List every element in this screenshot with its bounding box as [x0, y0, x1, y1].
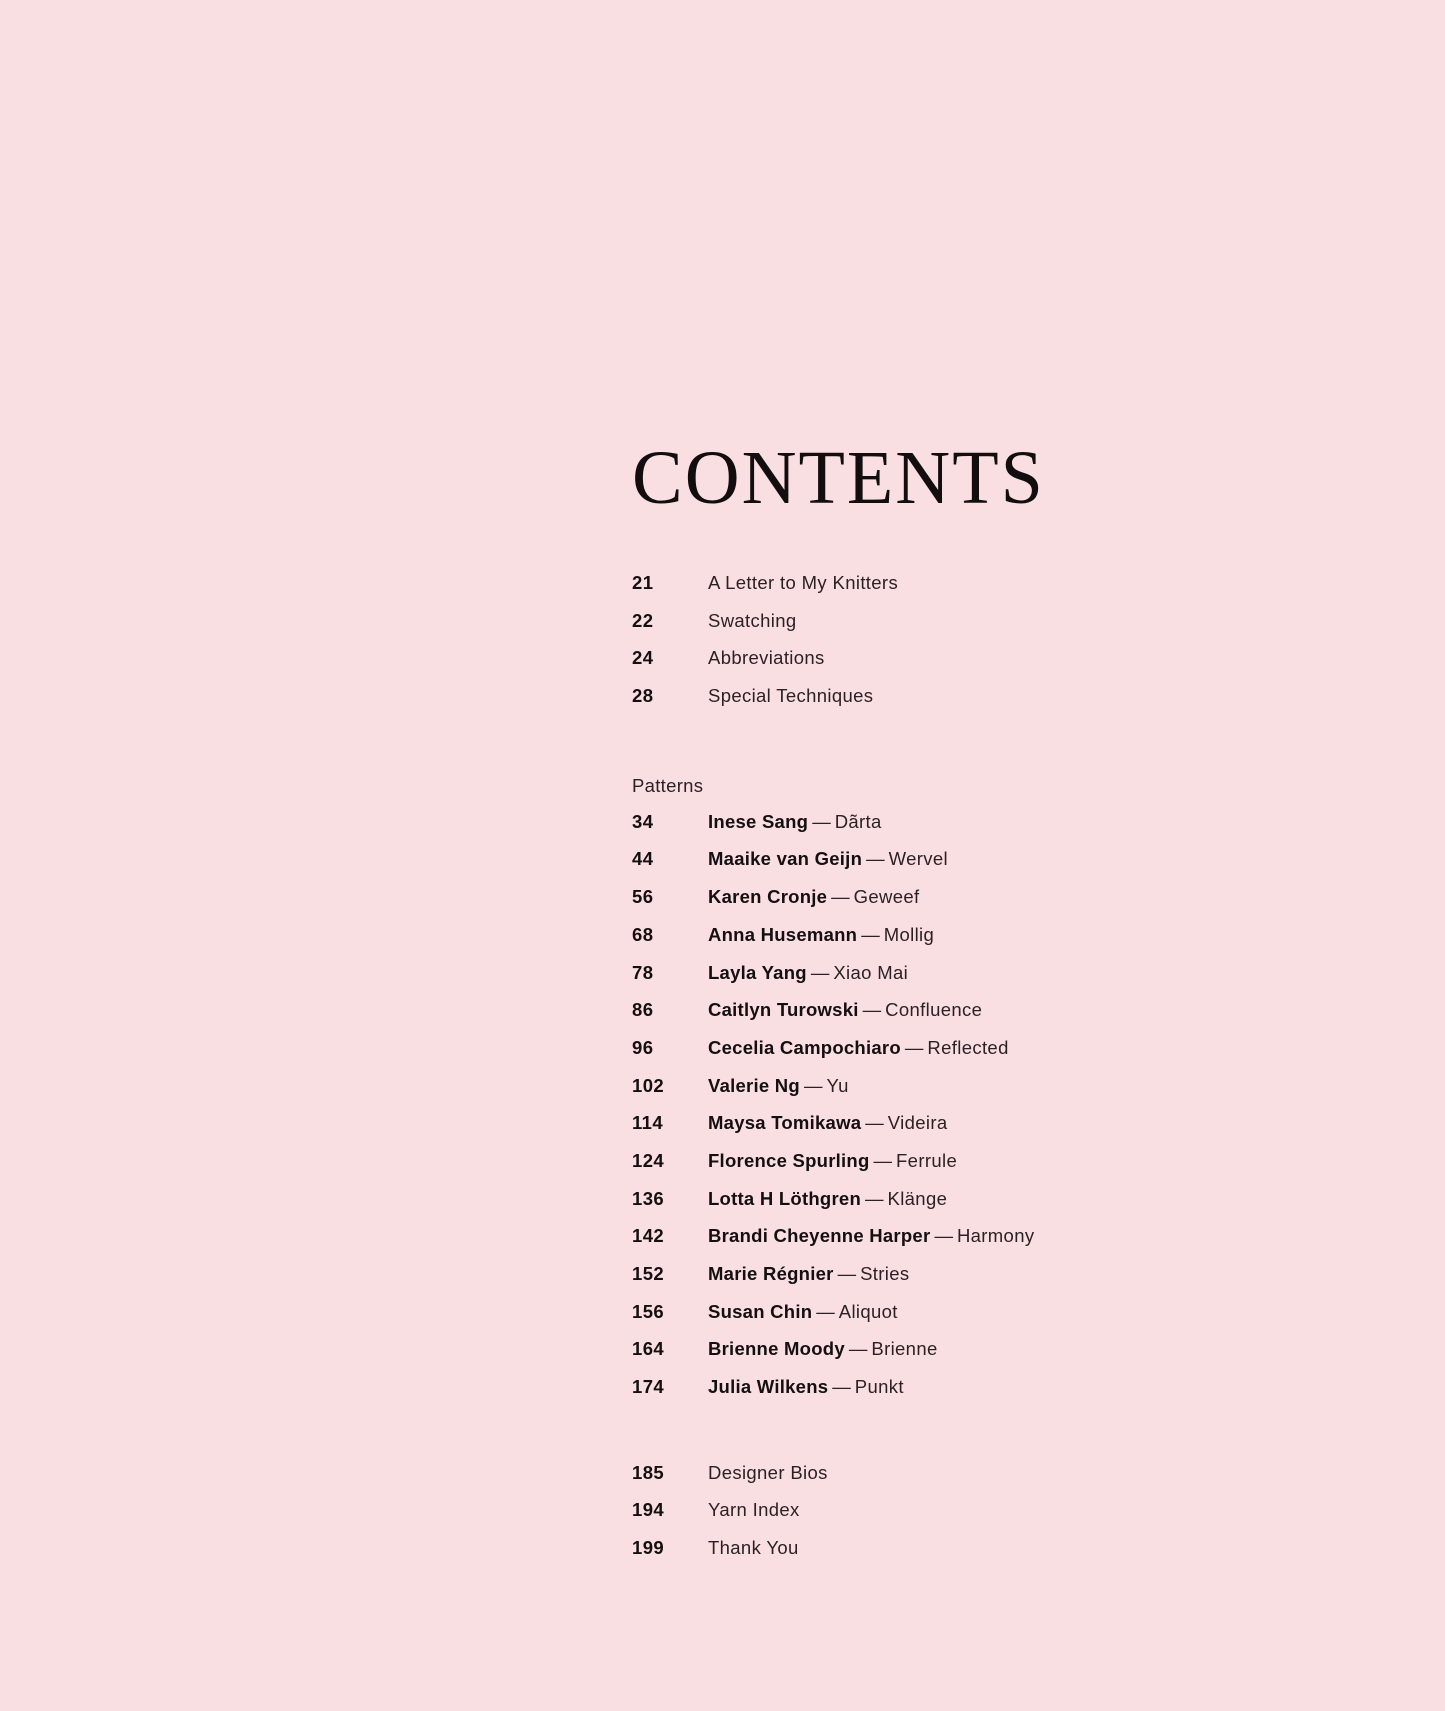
separator: —: [832, 1376, 851, 1398]
section-spacer: [632, 1414, 1332, 1462]
entry-label: Yarn Index: [708, 1499, 800, 1521]
separator: —: [865, 1112, 884, 1134]
list-item[interactable]: [632, 1338, 1332, 1360]
pattern-name: Wervel: [888, 848, 948, 870]
pattern-name: Aliquot: [838, 1300, 898, 1322]
separator: —: [812, 810, 831, 832]
designer-name: Susan Chin: [708, 1300, 813, 1322]
list-item[interactable]: [632, 811, 1332, 833]
page-number: 68: [632, 923, 654, 945]
list-item[interactable]: [632, 1150, 1332, 1172]
separator: —: [848, 1338, 868, 1360]
separator: —: [934, 1225, 953, 1247]
designer-name: Florence Spurling: [708, 1149, 870, 1171]
page-number: 156: [632, 1300, 665, 1322]
page-number: 28: [632, 685, 654, 707]
entry-label: Thank You: [708, 1537, 799, 1559]
list-item[interactable]: [632, 572, 1332, 594]
page-number: 21: [632, 572, 654, 593]
designer-name: Maysa Tomikawa: [708, 1112, 862, 1134]
list-item[interactable]: [632, 1075, 1332, 1097]
list-item[interactable]: [632, 1225, 1332, 1247]
page-number: 185: [632, 1461, 665, 1483]
page-number: 124: [632, 1149, 665, 1171]
pattern-name: Harmony: [956, 1225, 1035, 1247]
page-number: 194: [632, 1499, 665, 1521]
pattern-name: Dãrta: [834, 810, 882, 832]
patterns-heading: Patterns: [632, 774, 704, 796]
separator: —: [866, 848, 885, 870]
pattern-name: Yu: [826, 1074, 849, 1096]
pattern-name: Mollig: [883, 923, 935, 945]
page-number: 142: [632, 1225, 665, 1247]
pattern-name: Confluence: [885, 999, 983, 1021]
designer-name: Anna Husemann: [708, 923, 858, 945]
list-item[interactable]: [632, 1537, 1332, 1559]
list-item[interactable]: [632, 1376, 1332, 1398]
designer-name: Julia Wilkens: [708, 1376, 829, 1398]
list-item[interactable]: [632, 1112, 1332, 1134]
designer-name: Layla Yang: [708, 961, 807, 983]
separator: —: [861, 923, 880, 945]
designer-name: Caitlyn Turowski: [708, 999, 859, 1021]
separator: —: [865, 1187, 884, 1209]
page-number: 96: [632, 1036, 654, 1058]
page-title: CONTENTS: [632, 436, 1045, 520]
separator: —: [873, 1149, 893, 1171]
pattern-name: Klänge: [887, 1187, 948, 1209]
designer-name: Lotta H Löthgren: [708, 1187, 862, 1209]
list-item[interactable]: [632, 999, 1332, 1021]
page-number: 164: [632, 1338, 665, 1360]
page-number: 34: [632, 810, 654, 832]
pattern-name: Brienne: [871, 1338, 938, 1360]
page-number: 56: [632, 886, 654, 908]
separator: —: [816, 1300, 835, 1322]
page-number: 86: [632, 999, 654, 1021]
pattern-name: Stries: [860, 1263, 910, 1284]
list-item[interactable]: [632, 848, 1332, 870]
list-item[interactable]: [632, 685, 1332, 707]
section-spacer: [632, 723, 1332, 775]
entry-label: Designer Bios: [708, 1461, 828, 1483]
list-item[interactable]: [632, 647, 1332, 669]
designer-name: Brandi Cheyenne Harper: [708, 1225, 931, 1247]
entry-label: Abbreviations: [708, 647, 825, 669]
entry-label: Swatching: [708, 609, 797, 631]
list-item[interactable]: [632, 1037, 1332, 1059]
toc-container: [632, 436, 1332, 1575]
list-item[interactable]: [632, 1301, 1332, 1323]
designer-name: Brienne Moody: [708, 1338, 845, 1360]
pattern-name: Reflected: [927, 1036, 1009, 1058]
page-number: 102: [632, 1074, 665, 1096]
separator: —: [862, 999, 882, 1021]
pattern-name: Xiao Mai: [833, 961, 909, 983]
designer-name: Karen Cronje: [708, 886, 828, 908]
list-item[interactable]: [632, 924, 1332, 946]
separator: —: [803, 1074, 823, 1096]
pattern-name: Ferrule: [896, 1149, 958, 1171]
entry-label: A Letter to My Knitters: [708, 572, 899, 593]
pattern-name: Videira: [887, 1112, 948, 1134]
designer-name: Inese Sang: [708, 810, 809, 832]
page-number: 78: [632, 961, 654, 983]
back-matter-section: [632, 1462, 1332, 1560]
separator: —: [831, 886, 850, 908]
list-item[interactable]: [632, 1263, 1332, 1285]
list-item[interactable]: [632, 1188, 1332, 1210]
designer-name: Valerie Ng: [708, 1074, 800, 1096]
pattern-name: Punkt: [854, 1376, 904, 1398]
entry-label: Special Techniques: [708, 685, 874, 707]
separator: —: [837, 1263, 857, 1284]
page-number: 174: [632, 1376, 665, 1398]
separator: —: [904, 1036, 924, 1058]
designer-name: Cecelia Campochiaro: [708, 1036, 901, 1058]
page-number: 136: [632, 1187, 665, 1209]
patterns-section: [632, 775, 1332, 1399]
list-item[interactable]: [632, 1499, 1332, 1521]
page-number: 22: [632, 609, 654, 631]
page-number: 199: [632, 1537, 665, 1559]
page-number: 114: [632, 1112, 664, 1134]
list-item[interactable]: [632, 962, 1332, 984]
list-item[interactable]: [632, 886, 1332, 908]
designer-name: Maaike van Geijn: [708, 848, 863, 870]
page-number: 44: [632, 848, 654, 870]
designer-name: Marie Régnier: [708, 1263, 834, 1284]
front-matter-section: [632, 572, 1332, 707]
list-item[interactable]: [632, 1462, 1332, 1484]
page-number: 152: [632, 1263, 665, 1284]
pattern-name: Geweef: [853, 886, 920, 908]
separator: —: [810, 961, 830, 983]
list-item[interactable]: [632, 610, 1332, 632]
page-number: 24: [632, 647, 654, 669]
